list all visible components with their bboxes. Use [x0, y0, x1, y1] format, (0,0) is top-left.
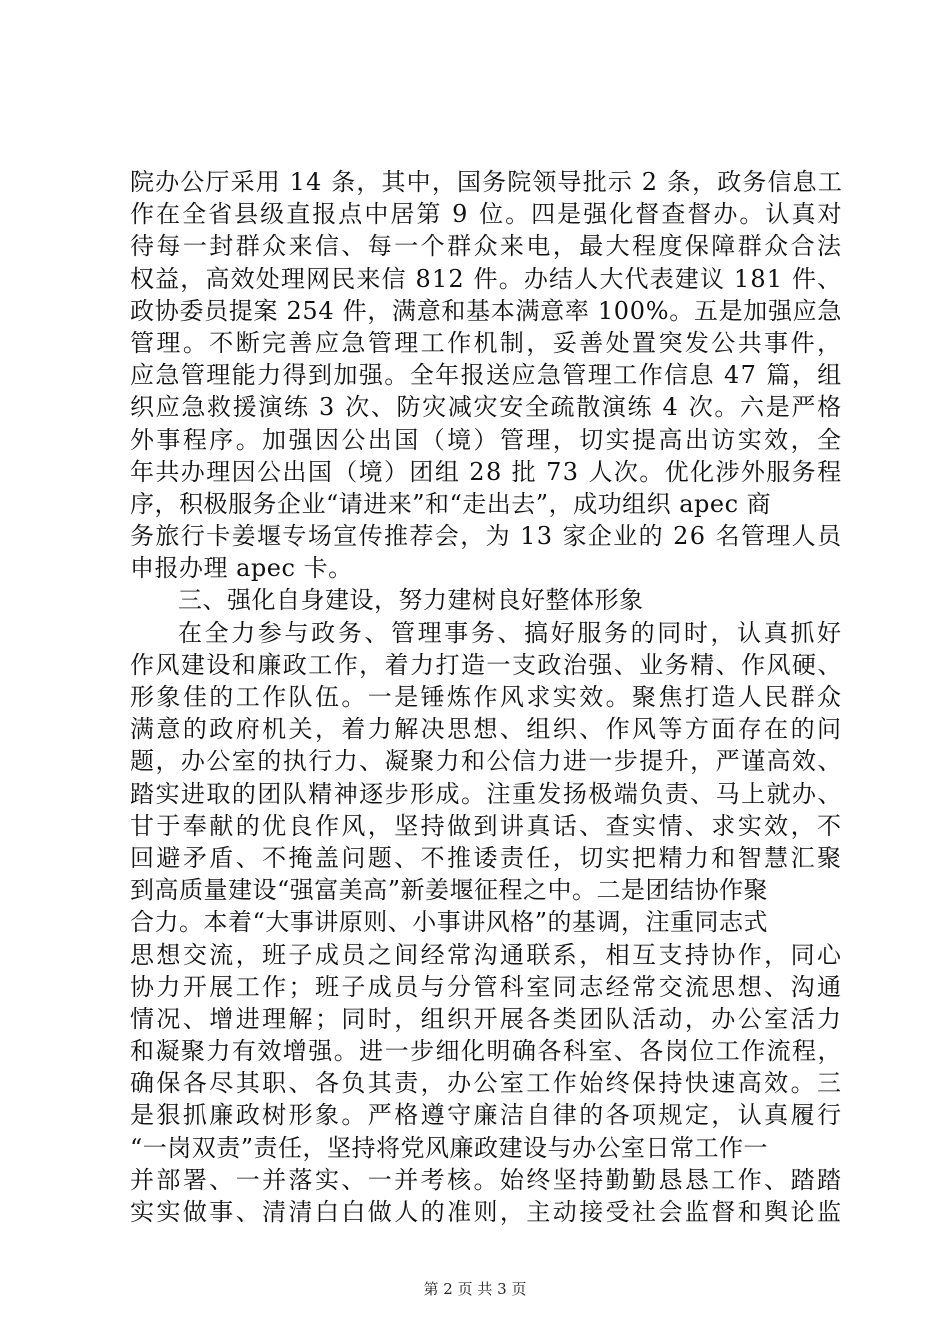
text-line: 申报办理 apec 卡。: [130, 554, 353, 583]
text-line: 作风建设和廉政工作，着力打造一支政治强、业务精、作风硬、: [130, 650, 843, 679]
text-line: 院办公厅采用 14 条，其中，国务院领导批示 2 条，政务信息工: [130, 168, 843, 196]
text-line: 作在全省县级直报点中居第 9 位。四是强化督查督办。认真对: [130, 200, 844, 229]
text-line: 管理。不断完善应急管理工作机制，妥善处置突发公共事件，: [130, 328, 844, 357]
text-line: 政协委员提案 254 件，满意和基本满意率 100%。五是加强应急: [130, 296, 843, 325]
page-number-label: 第 2 页 共 3 页: [423, 1280, 527, 1298]
text-line: “一岗双责”责任，坚持将党风廉政建设与办公室日常工作一: [130, 1133, 769, 1162]
text-line: 年共办理因公出国（境）团组 28 批 73 人次。优化涉外服务程: [130, 457, 843, 486]
text-line: 合力。本着“大事讲原则、小事讲风格”的基调，注重同志式: [130, 908, 769, 937]
page-footer: [0, 1279, 950, 1299]
text-line: 协力开展工作；班子成员与分管科室同志经常交流思想、沟通: [130, 972, 844, 1001]
text-line: 是狠抓廉政树形象。严格遵守廉洁自律的各项规定，认真履行: [130, 1101, 844, 1130]
text-line: 待每一封群众来信、每一个群众来电，最大程度保障群众合法: [130, 232, 844, 261]
text-line: 到高质量建设“强富美高”新姜堰征程之中。二是团结协作聚: [130, 876, 769, 905]
text-line: 并部署、一并落实、一并考核。始终坚持勤勤恳恳工作、踏踏: [130, 1165, 844, 1194]
text-line: 序，积极服务企业“请进来”和“走出去”，成功组织 apec 商: [130, 489, 772, 518]
text-line: 思想交流，班子成员之间经常沟通联系，相互支持协作，同心: [130, 940, 844, 969]
text-line: 满意的政府机关，着力解决思想、组织、作风等方面存在的问: [130, 715, 844, 744]
text-line: 踏实进取的团队精神逐步形成。注重发扬极端负责、马上就办、: [130, 779, 843, 808]
text-line: 和凝聚力有效增强。进一步细化明确各科室、各岗位工作流程，: [130, 1037, 843, 1066]
text-line: 确保各尽其职、各负其责，办公室工作始终保持快速高效。三: [130, 1069, 844, 1098]
text-line: 外事程序。加强因公出国（境）管理，切实提高出访实效，全: [130, 425, 844, 454]
document-body: [130, 166, 842, 1228]
text-line: 回避矛盾、不掩盖问题、不推诿责任，切实把精力和智慧汇聚: [130, 843, 844, 872]
text-line: 织应急救援演练 3 次、防灾减灾安全疏散演练 4 次。六是严格: [130, 393, 843, 422]
text-line: 权益，高效处理网民来信 812 件。办结人大代表建议 181 件、: [130, 264, 843, 293]
text-line: 形象佳的工作队伍。一是锤炼作风求实效。聚焦打造人民群众: [130, 683, 844, 711]
section-heading: 三、强化自身建设，努力建树良好整体形象: [178, 586, 644, 615]
paragraph-first-line: 在全力参与政务、管理事务、搞好服务的同时，认真抓好: [178, 618, 844, 647]
text-line: 应急管理能力得到加强。全年报送应急管理工作信息 47 篇，组: [130, 361, 843, 390]
text-line: 情况、增进理解；同时，组织开展各类团队活动，办公室活力: [130, 1004, 844, 1033]
text-line: 务旅行卡姜堰专场宣传推荐会，为 13 家企业的 26 名管理人员: [130, 522, 843, 551]
text-line: 甘于奉献的优良作风，坚持做到讲真话、查实情、求实效，不: [130, 811, 844, 840]
text-line: 题，办公室的执行力、凝聚力和公信力进一步提升，严谨高效、: [130, 747, 843, 776]
text-line: 实实做事、清清白白做人的准则，主动接受社会监督和舆论监: [130, 1198, 844, 1226]
